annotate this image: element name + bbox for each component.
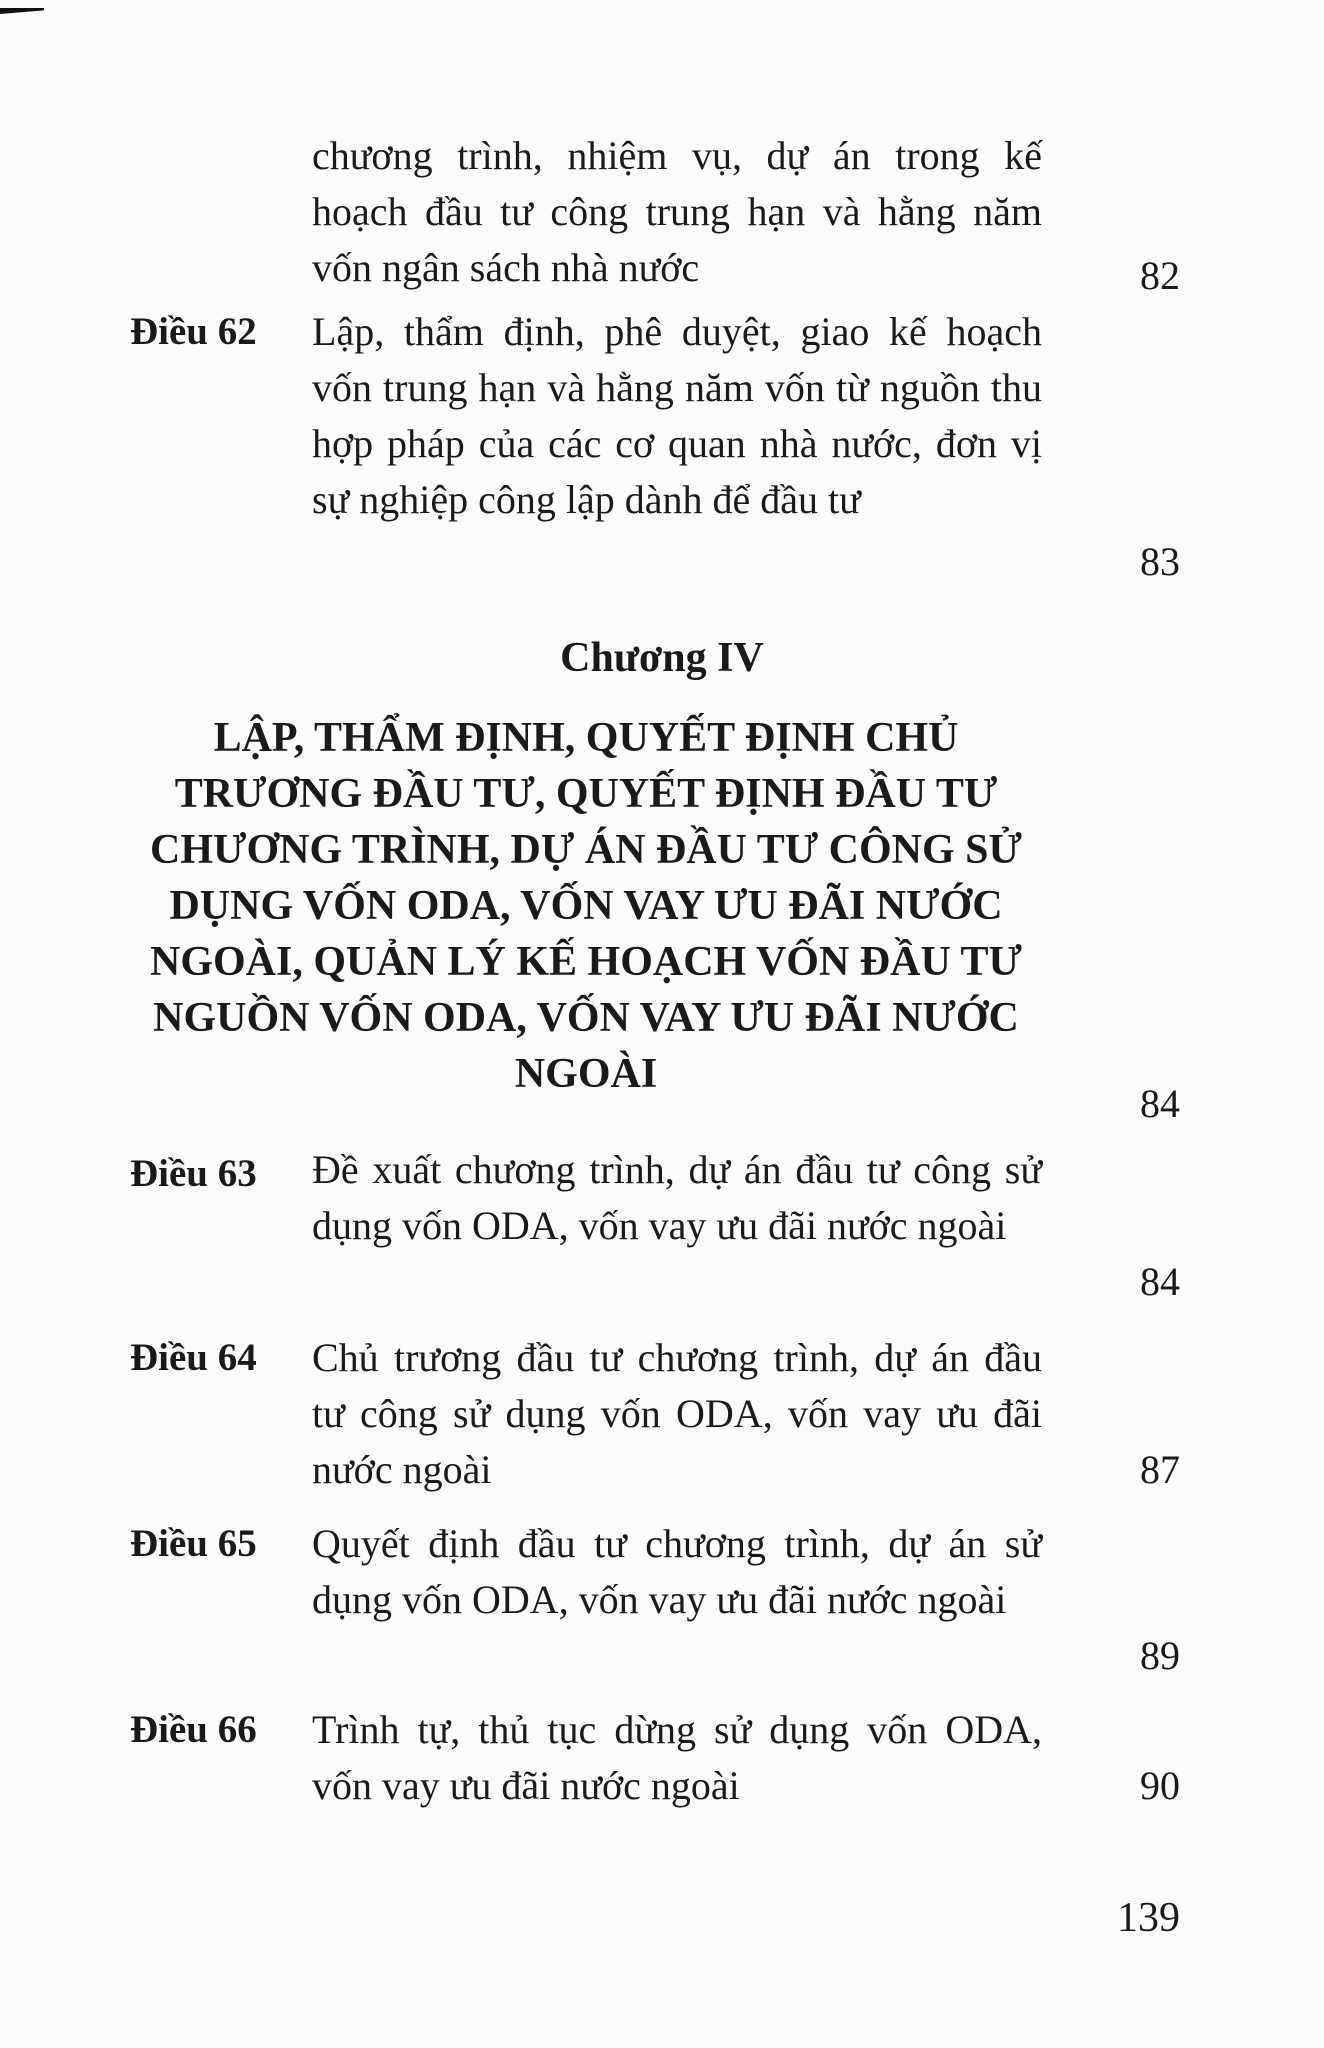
toc-entry-page: 90 <box>1140 1763 1180 1808</box>
toc-entry-label: Điều 63 <box>130 1152 257 1195</box>
page-corner-mark <box>0 8 44 14</box>
toc-entry-text: Lập, thẩm định, phê duyệt, giao kế hoạch vốn trung hạn và hằng năm vốn từ nguồn thu hợp pháp của các cơ quan nhà nước, đơn vị sự nghiệp công lập dành để đầu tư <box>312 309 1042 522</box>
toc-entry-page: 87 <box>1140 1447 1180 1492</box>
chapter-title: LẬP, THẨM ĐỊNH, QUYẾT ĐỊNH CHỦ TRƯƠNG ĐẦU TƯ, QUYẾT ĐỊNH ĐẦU TƯ CHƯƠNG TRÌNH, DỰ ÁN ĐẦU TƯ CÔNG SỬ DỤNG VỐN ODA, VỐN VAY ƯU ĐÃI NƯỚC NGOÀI, QUẢN LÝ KẾ HOẠCH VỐN ĐẦU TƯ NGUỒN VỐN ODA, VỐN VAY ƯU ĐÃI NƯỚC NGOÀI <box>150 715 1022 1097</box>
toc-entry-text: chương trình, nhiệm vụ, dự án trong kế hoạch đầu tư công trung hạn và hằng năm vốn ngân sách nhà nước <box>312 133 1042 290</box>
toc-entry-text: Quyết định đầu tư chương trình, dự án sử dụng vốn ODA, vốn vay ưu đãi nước ngoài <box>312 1521 1042 1622</box>
toc-entry-page: 82 <box>1140 253 1180 298</box>
toc-entry-label: Điều 65 <box>130 1522 257 1565</box>
toc-entry-label: Điều 66 <box>130 1708 257 1751</box>
toc-entry-page: 89 <box>1140 1633 1180 1678</box>
chapter-label: Chương IV <box>560 635 764 681</box>
toc-entry-label: Điều 62 <box>130 310 257 353</box>
toc-entry-text: Đề xuất chương trình, dự án đầu tư công sử dụng vốn ODA, vốn vay ưu đãi nước ngoài <box>312 1147 1042 1248</box>
toc-entry-text: Chủ trương đầu tư chương trình, dự án đầu tư công sử dụng vốn ODA, vốn vay ưu đãi nước ngoài <box>312 1335 1042 1492</box>
toc-entry-text: Trình tự, thủ tục dừng sử dụng vốn ODA, vốn vay ưu đãi nước ngoài <box>312 1707 1042 1808</box>
page-number: 139 <box>1117 1895 1180 1941</box>
toc-entry-label: Điều 64 <box>130 1336 257 1379</box>
toc-entry-page: 83 <box>1140 539 1180 584</box>
toc-entry-page: 84 <box>1140 1259 1180 1304</box>
chapter-page: 84 <box>1140 1081 1180 1126</box>
